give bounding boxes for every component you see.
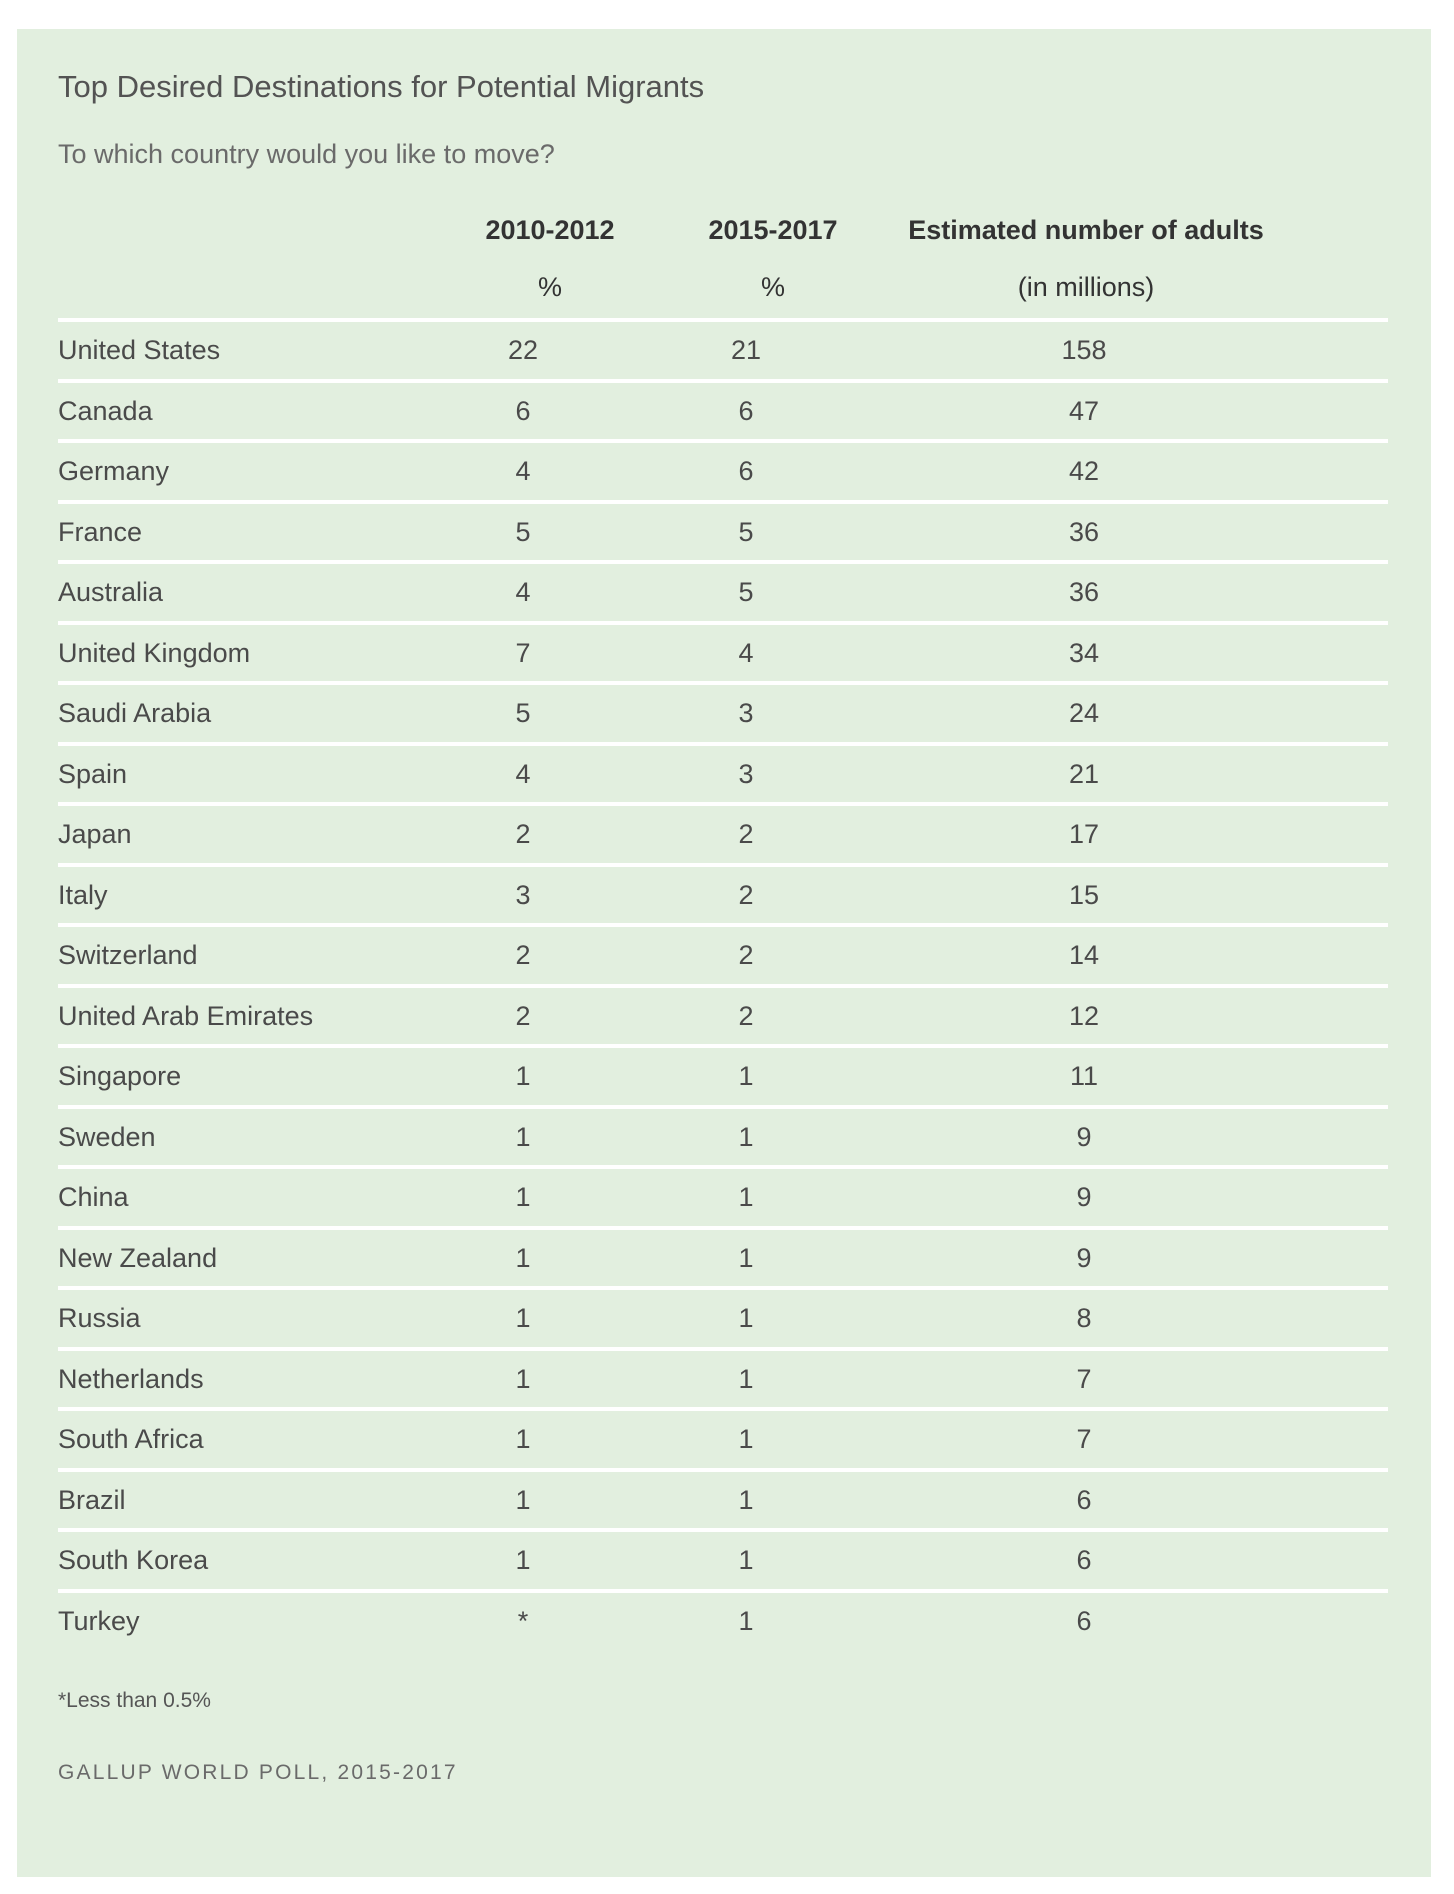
value-estimated-adults: 9 [1076, 1122, 1092, 1152]
value-estimated-adults: 47 [1068, 396, 1100, 426]
value-2015-2017: 1 [738, 1545, 754, 1575]
country-name: Australia [58, 577, 164, 607]
table-row [58, 1226, 1388, 1286]
value-2015-2017: 3 [738, 698, 754, 728]
table-row [58, 500, 1388, 560]
value-2010-2012: 4 [515, 456, 531, 486]
country-name: United Kingdom [58, 638, 251, 668]
table-row [58, 1468, 1388, 1528]
value-2015-2017: 1 [738, 1122, 754, 1152]
country-name: Sweden [58, 1122, 156, 1152]
value-estimated-adults: 6 [1076, 1485, 1092, 1515]
value-2010-2012: 4 [515, 577, 531, 607]
value-2015-2017: 1 [738, 1182, 754, 1212]
value-2010-2012: 22 [507, 335, 539, 365]
value-2015-2017: 1 [738, 1606, 754, 1636]
value-2010-2012: 1 [515, 1364, 531, 1394]
table-card [17, 29, 1431, 1877]
country-name: United Arab Emirates [58, 1001, 314, 1031]
country-name: United States [58, 335, 221, 365]
table-row [58, 802, 1388, 862]
value-2010-2012: 1 [515, 1545, 531, 1575]
value-2010-2012: 6 [515, 396, 531, 426]
value-estimated-adults: 36 [1068, 577, 1100, 607]
footnote: *Less than 0.5% [58, 1689, 211, 1712]
table-row [58, 318, 1388, 378]
column-header-estimated-adults: Estimated number of adults [908, 215, 1264, 245]
value-2010-2012: 5 [515, 698, 531, 728]
value-2015-2017: 2 [738, 940, 754, 970]
country-name: Switzerland [58, 940, 198, 970]
value-2010-2012: 1 [515, 1424, 531, 1454]
value-estimated-adults: 15 [1068, 880, 1100, 910]
value-estimated-adults: 24 [1068, 698, 1100, 728]
value-2010-2012: 7 [515, 638, 531, 668]
value-2015-2017: 3 [738, 759, 754, 789]
value-estimated-adults: 8 [1076, 1303, 1092, 1333]
column-unit-estimated-adults: (in millions) [1017, 272, 1155, 302]
table-row [58, 379, 1388, 439]
value-estimated-adults: 6 [1076, 1606, 1092, 1636]
value-2010-2012: 2 [515, 940, 531, 970]
table-row [58, 1347, 1388, 1407]
value-estimated-adults: 7 [1076, 1424, 1092, 1454]
country-name: Canada [58, 396, 153, 426]
value-estimated-adults: 42 [1068, 456, 1100, 486]
column-header-2015-2017: 2015-2017 [708, 215, 838, 245]
table-row [58, 1589, 1388, 1649]
country-name: Germany [58, 456, 170, 486]
value-2010-2012: 1 [515, 1485, 531, 1515]
value-2015-2017: 21 [730, 335, 762, 365]
table-row [58, 1105, 1388, 1165]
value-2010-2012: * [517, 1606, 529, 1636]
column-unit-2010-2012: % [537, 272, 562, 302]
value-2010-2012: 1 [515, 1303, 531, 1333]
table-row [58, 621, 1388, 681]
value-2010-2012: 5 [515, 517, 531, 547]
value-2010-2012: 1 [515, 1243, 531, 1273]
value-2015-2017: 2 [738, 880, 754, 910]
value-2015-2017: 2 [738, 1001, 754, 1031]
country-name: Saudi Arabia [58, 698, 212, 728]
value-2015-2017: 1 [738, 1485, 754, 1515]
chart-title: Top Desired Destinations for Potential Migrants [58, 69, 705, 104]
value-estimated-adults: 36 [1068, 517, 1100, 547]
value-estimated-adults: 11 [1069, 1061, 1099, 1091]
table-row [58, 1528, 1388, 1588]
value-2010-2012: 3 [515, 880, 531, 910]
country-name: China [58, 1182, 129, 1212]
value-2015-2017: 2 [738, 819, 754, 849]
country-name: Singapore [58, 1061, 182, 1091]
value-2015-2017: 1 [738, 1303, 754, 1333]
table-row [58, 681, 1388, 741]
value-estimated-adults: 21 [1068, 759, 1100, 789]
country-name: Brazil [58, 1485, 126, 1515]
country-name: Italy [58, 880, 108, 910]
table-row [58, 742, 1388, 802]
value-estimated-adults: 12 [1068, 1001, 1100, 1031]
value-estimated-adults: 6 [1076, 1545, 1092, 1575]
country-name: Turkey [58, 1606, 140, 1636]
table-row [58, 1286, 1388, 1346]
value-2015-2017: 1 [738, 1424, 754, 1454]
value-2010-2012: 1 [515, 1122, 531, 1152]
value-2010-2012: 1 [515, 1182, 531, 1212]
value-2015-2017: 5 [738, 577, 754, 607]
table-row [58, 1407, 1388, 1467]
country-name: Japan [58, 819, 132, 849]
country-name: Spain [58, 759, 128, 789]
value-2015-2017: 5 [738, 517, 754, 547]
table-row [58, 439, 1388, 499]
table-row [58, 984, 1388, 1044]
table-row [58, 1044, 1388, 1104]
country-name: Netherlands [58, 1364, 204, 1394]
value-estimated-adults: 17 [1068, 819, 1100, 849]
country-name: South Korea [58, 1545, 209, 1575]
value-2015-2017: 6 [738, 456, 754, 486]
table-row [58, 1165, 1388, 1225]
table-row [58, 863, 1388, 923]
value-2015-2017: 4 [738, 638, 754, 668]
value-estimated-adults: 9 [1076, 1243, 1092, 1273]
value-2010-2012: 4 [515, 759, 531, 789]
source-credit: GALLUP WORLD POLL, 2015-2017 [58, 1761, 458, 1784]
value-2015-2017: 1 [738, 1243, 754, 1273]
country-name: South Africa [58, 1424, 204, 1454]
value-2015-2017: 1 [738, 1061, 754, 1091]
chart-subtitle: To which country would you like to move? [58, 139, 555, 169]
table-row [58, 923, 1388, 983]
value-2015-2017: 1 [738, 1364, 754, 1394]
value-2010-2012: 2 [515, 1001, 531, 1031]
value-2010-2012: 2 [515, 819, 531, 849]
value-2010-2012: 1 [515, 1061, 531, 1091]
country-name: France [58, 517, 143, 547]
column-header-2010-2012: 2010-2012 [485, 215, 615, 245]
value-estimated-adults: 158 [1061, 335, 1107, 365]
value-2015-2017: 6 [738, 396, 754, 426]
country-name: Russia [58, 1303, 141, 1333]
value-estimated-adults: 9 [1076, 1182, 1092, 1212]
table-row [58, 560, 1388, 620]
value-estimated-adults: 34 [1068, 638, 1100, 668]
value-estimated-adults: 7 [1076, 1364, 1092, 1394]
value-estimated-adults: 14 [1068, 940, 1100, 970]
column-unit-2015-2017: % [760, 272, 785, 302]
country-name: New Zealand [58, 1243, 218, 1273]
